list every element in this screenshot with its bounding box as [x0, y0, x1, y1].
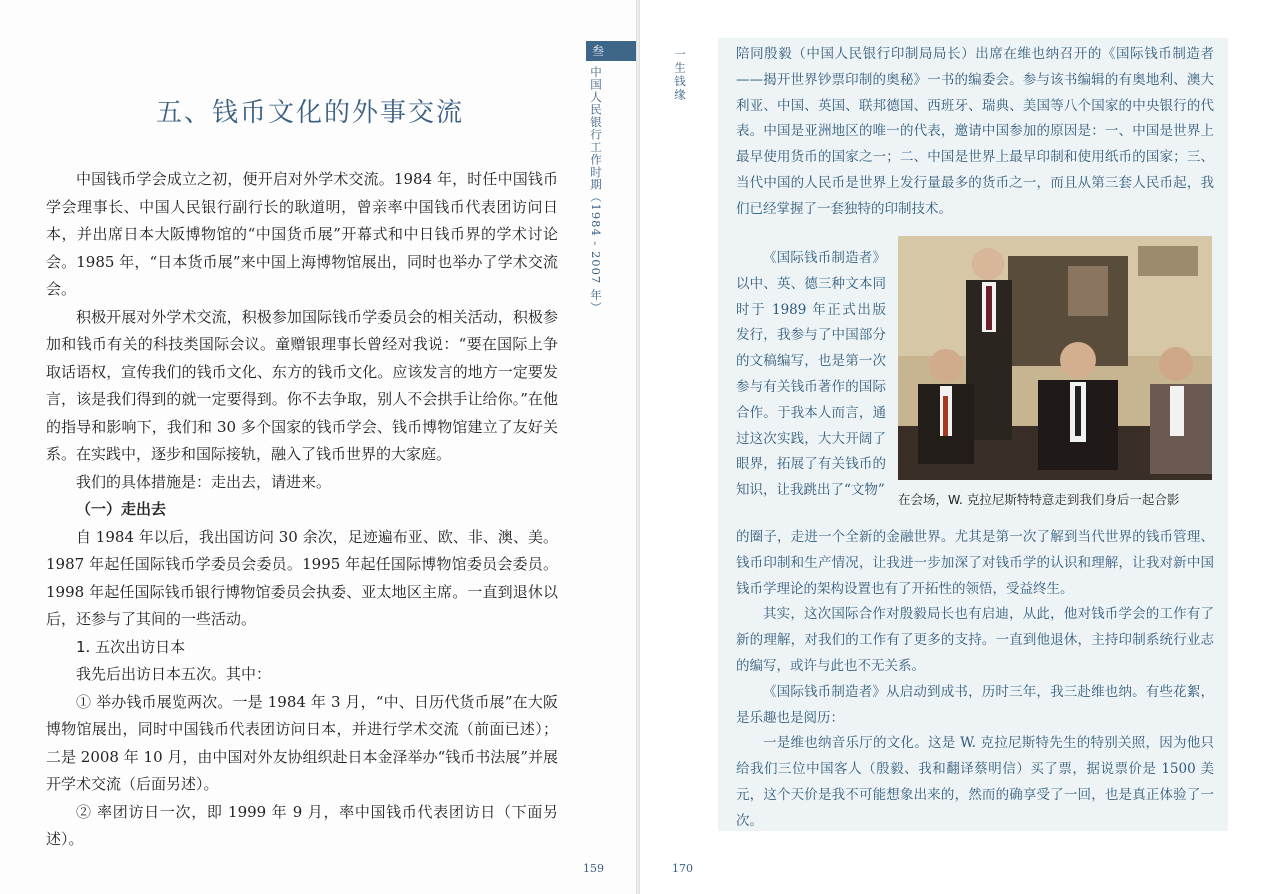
left-page-body [46, 166, 558, 854]
photo-caption: 在会场，W. 克拉尼斯特特意走到我们身后一起合影 [898, 492, 1180, 507]
running-head: 一生钱缘 [673, 48, 687, 102]
paragraph: 我先后出访日本五次。其中： [76, 665, 272, 683]
right-page-top-text [736, 42, 1214, 223]
group-photo-image [898, 236, 1212, 480]
paragraph: 一是维也纳音乐厅的文化。这是 W. 克拉尼斯特先生的特别关照，因为他只给我们三位中国客人（殷毅、我和翻译蔡明信）买了票，据说票价是 1500 美元，这个天价是我不可能想象出来的，然而的确享受了一回，也是真正体验了一次。 [736, 735, 1214, 829]
right-page-body [736, 525, 1214, 835]
paragraph: 我们的具体措施是：走出去，请进来。 [76, 472, 332, 491]
paragraph: ① 举办钱币展览两次。一是 1984 年 3 月，“中、日历代货币展”在大阪博物馆展出，同时中国钱币代表团访问日本，并进行学术交流（前面已述）；二是 2008 年 10 月，由中国对外友协组织赴日本金泽举办“钱币书法展”并展开学术交流（后面另述）。 [46, 692, 558, 793]
page-number: 170 [672, 862, 693, 875]
section-title: 五、钱币文化的外事交流 [155, 98, 464, 128]
subsection-heading: （一）走出去 [76, 500, 167, 518]
chapter-tab: 叁 [586, 41, 636, 61]
subsection-heading: 1. 五次出访日本 [76, 637, 186, 656]
paragraph: 《国际钱币制造者》从启动到成书，历时三年，我三赴维也纳。有些花絮，是乐趣也是阅历： [736, 683, 1214, 726]
wrap-column [736, 246, 886, 504]
chapter-running-head: 中国人民银行工作时期（1984 - 2007 年） [589, 66, 603, 314]
group-photo [898, 236, 1212, 480]
paragraph: 陪同殷毅（中国人民银行印制局局长）出席在维也纳召开的《国际钱币制造者——揭开世界钞票印制的奥秘》一书的编委会。参与该书编辑的有奥地利、澳大利亚、中国、英国、联邦德国、西班牙、瑞典、美国等八个国家的中央银行的代表。中国是亚洲地区的唯一的代表，邀请中国参加的原因是：一、中国是世界上最早使用货币的国家之一；二、中国是世界上最早印制和使用纸币的国家；三、当代中国的人民币是世界上发行量最多的货币之一，而且从第三套人民币起，我们已经掌握了一套独特的印制技术。 [736, 46, 1214, 217]
paragraph: ② 率团访日一次，即 1999 年 9 月，率中国钱币代表团访日（下面另述）。 [46, 802, 558, 848]
paragraph: 中国钱币学会成立之初，便开启对外学术交流。1984 年，时任中国钱币学会理事长、中国人民银行副行长的耿道明，曾亲率中国钱币代表团访问日本，并出席日本大阪博物馆的“中国货币展”开幕式和中日钱币界的学术讨论会。1985 年，“日本货币展”来中国上海博物馆展出，同时也举办了学术交流会。 [46, 170, 558, 298]
page-number: 159 [583, 862, 604, 875]
paragraph: 自 1984 年以后，我出国访问 30 余次，足迹遍布亚、欧、非、澳、美。1987 年起任国际钱币学委员会委员。1995 年起任国际博物馆委员会委员。1998 年起任国际钱币银行博物馆委员会执委、亚太地区主席。一直到退休以后，还参与了其间的一些活动。 [46, 527, 558, 628]
paragraph: 其实，这次国际合作对殷毅局长也有启迪，从此，他对钱币学会的工作有了新的理解，对我们的工作有了更多的支持。一直到他退休，主持印制系统行业志的编写，或许与此也不无关系。 [736, 606, 1214, 674]
paragraph: 的圈子，走进一个全新的金融世界。尤其是第一次了解到当代世界的钱币管理、钱币印制和生产情况，让我进一步加深了对钱币学的认识和理解，让我对新中国钱币学理论的架构设置也有了开拓性的领悟，受益终生。 [736, 529, 1214, 597]
left-page [0, 0, 636, 894]
paragraph: 《国际钱币制造者》以中、英、德三种文本同时于 1989 年正式出版发行，我参与了中国部分的文稿编写，也是第一次参与有关钱币著作的国际合作。于我本人而言，通过这次实践，大大开阔了眼界，拓展了有关钱币的知识，让我跳出了“文物” [736, 250, 886, 499]
paragraph: 积极开展对外学术交流，积极参加国际钱币学委员会的相关活动，积极参加和钱币有关的科技类国际会议。童赠银理事长曾经对我说：“要在国际上争取话语权，宣传我们的钱币文化、东方的钱币文化。应该发言的地方一定要发言，该是我们得到的就一定要得到。你不去争取，别人不会拱手让给你。”在他的指导和影响下，我们和 30 多个国家的钱币学会、钱币博物馆建立了友好关系。在实践中，逐步和国际接轨，融入了钱币世界的大家庭。 [46, 307, 558, 463]
